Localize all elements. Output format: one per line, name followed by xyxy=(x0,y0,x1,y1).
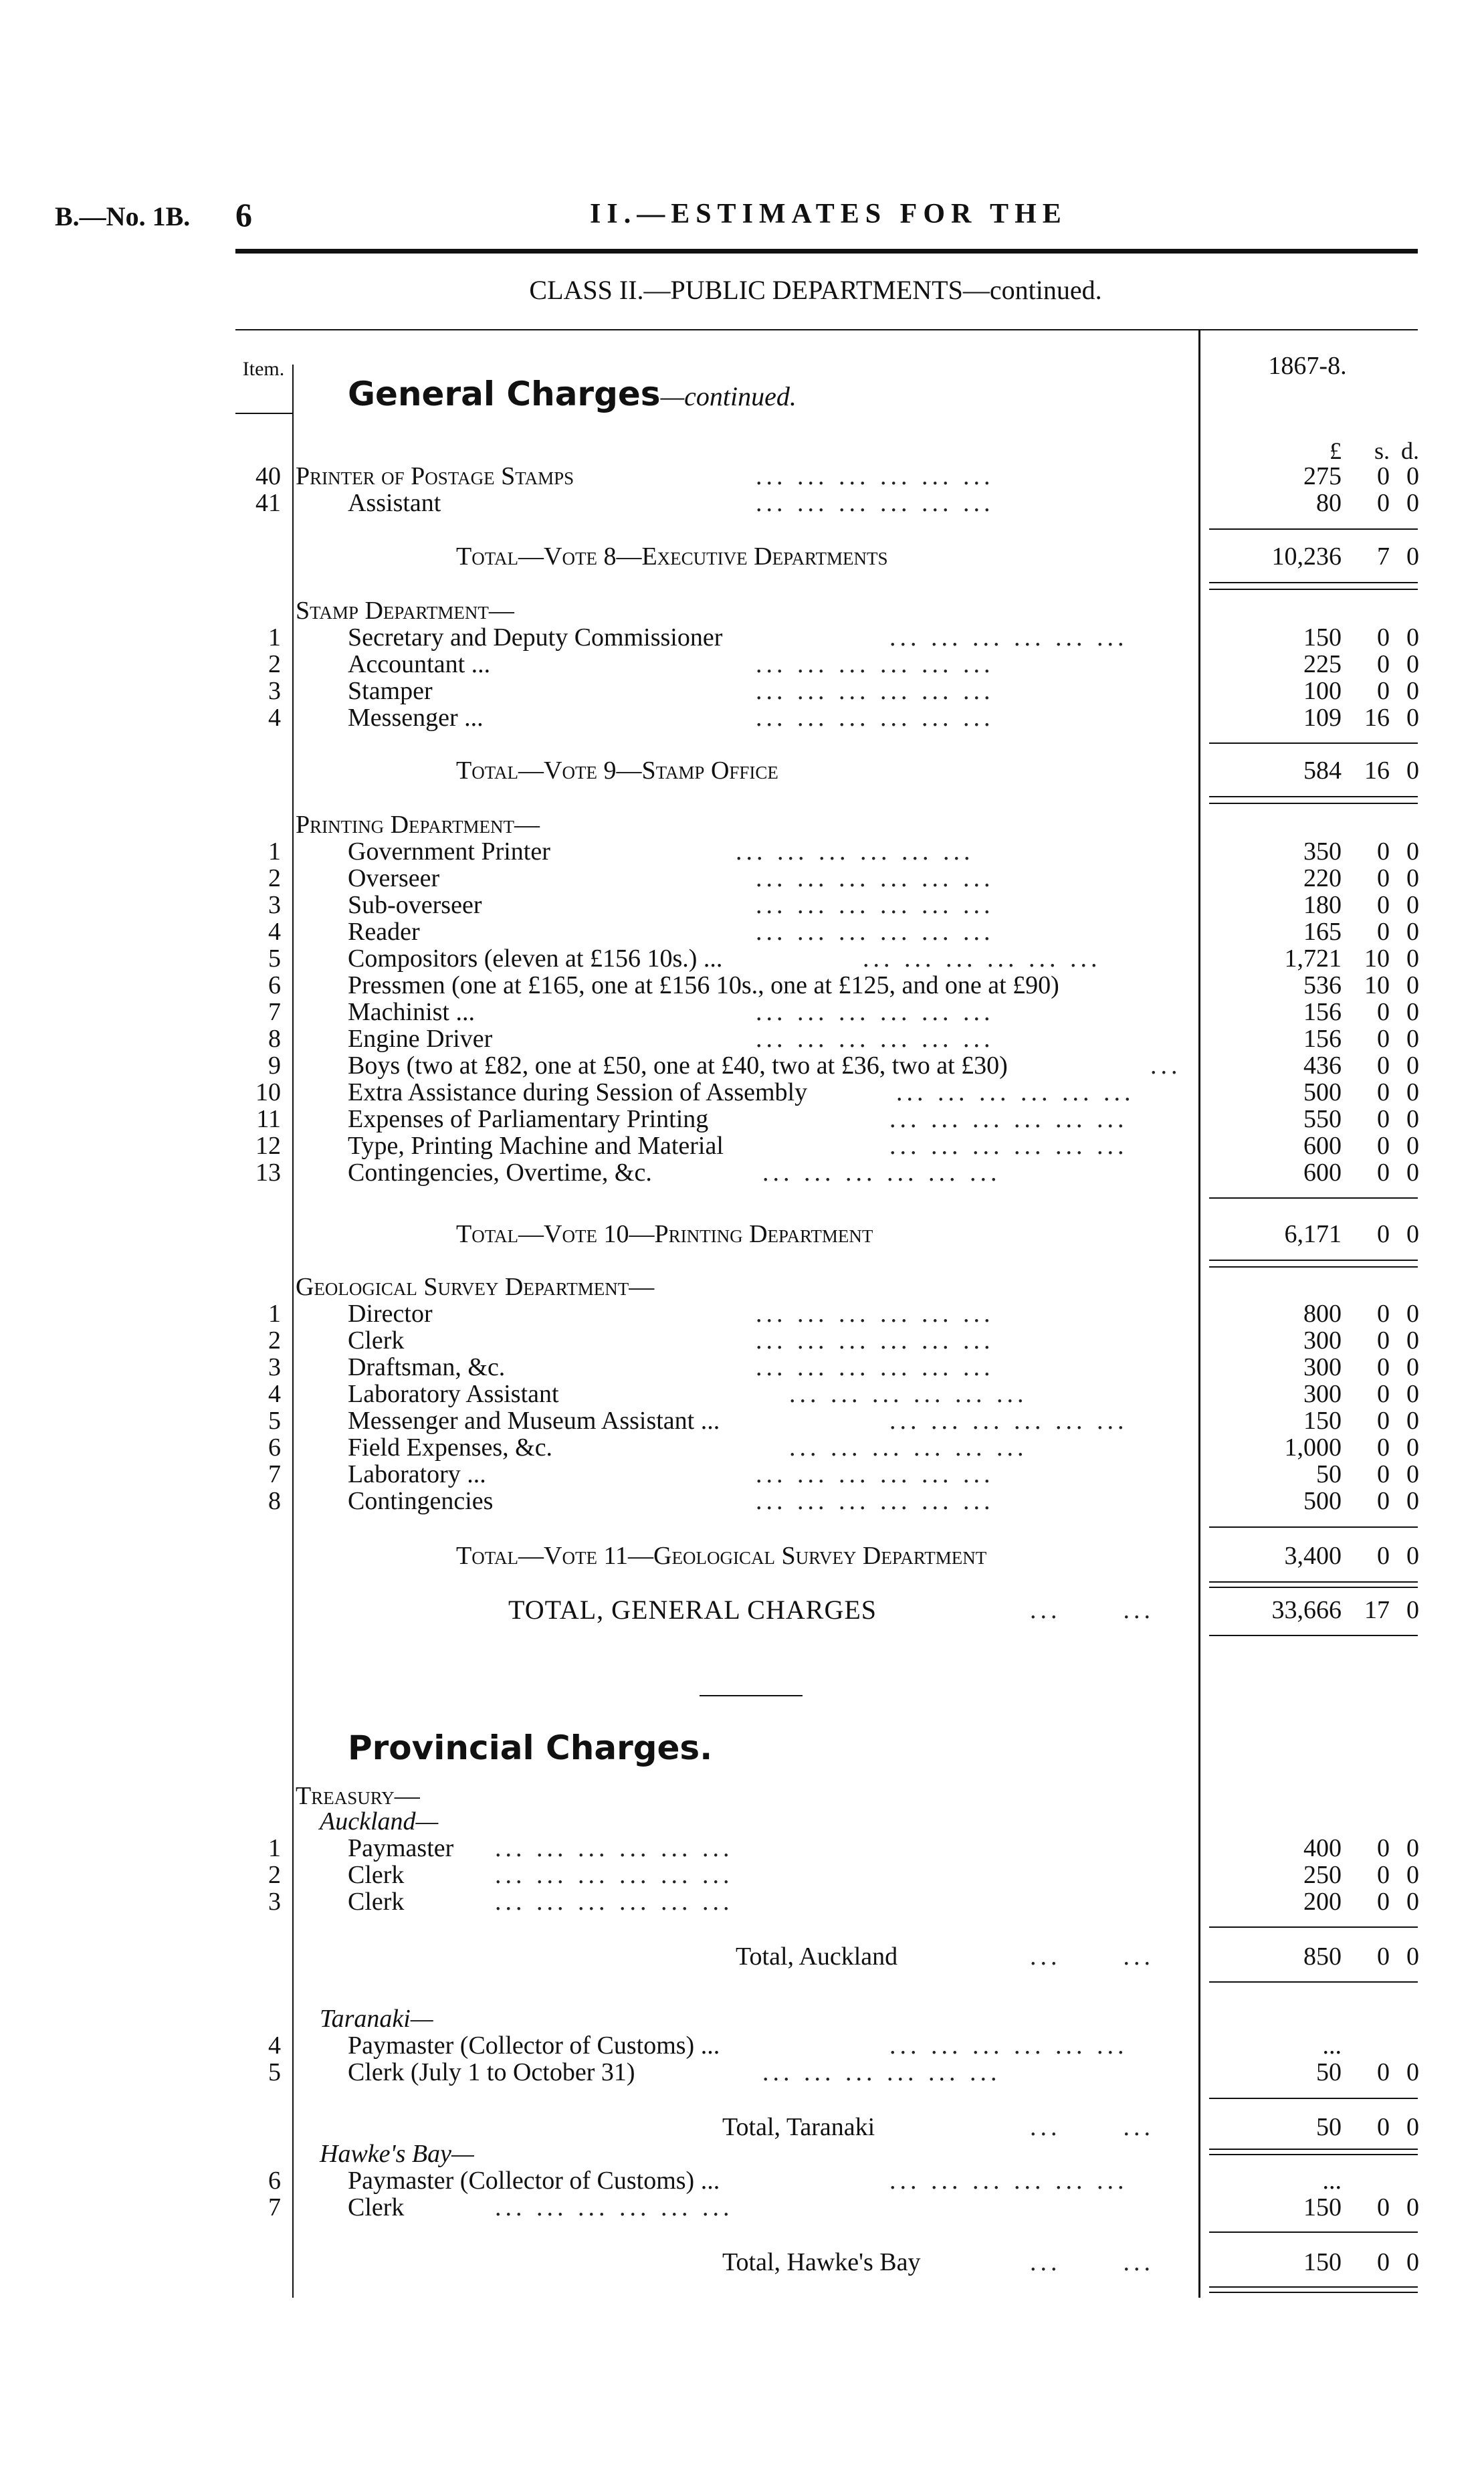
section-heading: Treasury— xyxy=(296,1782,420,1810)
table-row: 3 Stamper ... ... ... ... ... ... 100 0 0 xyxy=(268,677,1419,705)
table-row: 2 Clerk ... ... ... ... ... ... 250 0 0 xyxy=(268,1861,1419,1889)
item-header-rule xyxy=(235,413,293,414)
general-total-row: TOTAL, GENERAL CHARGES ... ... 33,666 17 0 xyxy=(508,1595,1419,1625)
total-rule xyxy=(1209,1260,1418,1261)
provincial-total-row: Total, Taranaki ... ... 50 0 0 xyxy=(722,2113,1419,2141)
table-row: 6 Field Expenses, &c. ... ... ... ... ... ... 1,000 0 0 xyxy=(268,1433,1419,1462)
table-row: 2 Overseer ... ... ... ... ... ... 220 0 0 xyxy=(268,864,1419,892)
units-row: £ s. d. xyxy=(1330,437,1419,464)
table-row: 5 Messenger and Museum Assistant ... ... ... ... ... ... ... 150 0 0 xyxy=(268,1407,1419,1435)
vote-total-row: Total—Vote 11—Geological Survey Department 3,400 0 0 xyxy=(456,1542,1419,1570)
table-row: 1 Secretary and Deputy Commissioner ... ... ... ... ... ... 150 0 0 xyxy=(268,623,1419,652)
total-rule xyxy=(1209,2286,1418,2288)
subtotal-rule xyxy=(1209,1526,1418,1528)
subsection-heading: Hawke's Bay— xyxy=(320,2140,474,2168)
total-rule xyxy=(1209,1581,1418,1583)
subsection-heading: Taranaki— xyxy=(320,2005,433,2033)
total-rule xyxy=(1209,589,1418,590)
table-row: 3 Sub-overseer ... ... ... ... ... ... 180 0 0 xyxy=(268,891,1419,919)
table-row: 9 Boys (two at £82, one at £50, one at £40, two at £36, two at £30) ... 436 0 0 xyxy=(268,1052,1419,1080)
table-row: 5 Compositors (eleven at £156 10s.) ... ... ... ... ... ... ... 1,721 10 0 xyxy=(268,945,1419,973)
total-rule xyxy=(1209,582,1418,583)
table-row: 2 Clerk ... ... ... ... ... ... 300 0 0 xyxy=(268,1326,1419,1355)
vote-total-row: Total—Vote 9—Stamp Office 584 16 0 xyxy=(456,757,1419,785)
table-top-rule xyxy=(235,329,1418,330)
table-row: 6 Paymaster (Collector of Customs) ... ... ... ... ... ... ... ... xyxy=(268,2167,1342,2195)
table-row: 7 Clerk ... ... ... ... ... ... 150 0 0 xyxy=(268,2193,1419,2221)
table-row: 4 Reader ... ... ... ... ... ... 165 0 0 xyxy=(268,918,1419,946)
table-row: 8 Engine Driver ... ... ... ... ... ... 156 0 0 xyxy=(268,1025,1419,1053)
table-row: 11 Expenses of Parliamentary Printing ... ... ... ... ... ... 550 0 0 xyxy=(256,1105,1419,1133)
table-row: 12 Type, Printing Machine and Material ... ... ... ... ... ... 600 0 0 xyxy=(255,1132,1419,1160)
table-row: 10 Extra Assistance during Session of Assembly ... ... ... ... ... ... 500 0 0 xyxy=(255,1078,1419,1106)
subtotal-rule xyxy=(1209,742,1418,744)
table-row: 3 Clerk ... ... ... ... ... ... 200 0 0 xyxy=(268,1888,1419,1916)
total-rule xyxy=(1209,1981,1418,1983)
table-row: 41 Assistant ... ... ... ... ... ... 80 0 0 xyxy=(255,489,1419,517)
table-row: 4 Messenger ... ... ... ... ... ... ... 109 16 0 xyxy=(268,704,1419,732)
table-row: 3 Draftsman, &c. ... ... ... ... ... ... 300 0 0 xyxy=(268,1353,1419,1381)
total-rule xyxy=(1209,803,1418,804)
subtotal-rule xyxy=(1209,1926,1418,1928)
table-row: 7 Laboratory ... ... ... ... ... ... ... 50 0 0 xyxy=(268,1460,1419,1488)
class-subtitle: CLASS II.—PUBLIC DEPARTMENTS—continued. xyxy=(529,275,1102,305)
item-column-header: Item. xyxy=(242,358,285,380)
total-rule xyxy=(1209,1266,1418,1268)
table-row: 4 Paymaster (Collector of Customs) ... ... ... ... ... ... ... ... xyxy=(268,2031,1342,2060)
total-rule xyxy=(1209,2292,1418,2293)
running-title: II.—ESTIMATES FOR THE xyxy=(590,199,1067,229)
general-charges-title: General Charges—continued. xyxy=(348,375,797,413)
provincial-total-row: Total, Auckland ... ... 850 0 0 xyxy=(736,1943,1419,1971)
subtotal-rule xyxy=(1209,528,1418,530)
total-rule xyxy=(1209,1635,1418,1636)
subtotal-rule xyxy=(1209,2231,1418,2233)
section-separator xyxy=(700,1695,803,1696)
year-column-header: 1867-8. xyxy=(1268,352,1347,380)
table-row: 1 Government Printer ... ... ... ... ... ... 350 0 0 xyxy=(268,837,1419,866)
table-row: 7 Machinist ... ... ... ... ... ... ... 156 0 0 xyxy=(268,998,1419,1026)
section-heading: Printing Department— xyxy=(296,811,540,839)
table-row: 8 Contingencies ... ... ... ... ... ... 500 0 0 xyxy=(268,1487,1419,1515)
page-number: 6 xyxy=(235,196,252,233)
section-heading: Stamp Department— xyxy=(296,597,514,625)
table-row: 2 Accountant ... ... ... ... ... ... ... 225 0 0 xyxy=(268,650,1419,678)
document-reference: B.—No. 1B. xyxy=(55,201,191,231)
header-rule xyxy=(235,249,1418,254)
table-row: 13 Contingencies, Overtime, &c. ... ... ... ... ... ... 600 0 0 xyxy=(255,1159,1419,1187)
subtotal-rule xyxy=(1209,2098,1418,2099)
table-row: 1 Paymaster ... ... ... ... ... ... 400 0 0 xyxy=(268,1834,1419,1862)
table-row: 40 Printer of Postage Stamps ... ... ... ... ... ... 275 0 0 xyxy=(255,462,1419,490)
provincial-charges-title: Provincial Charges. xyxy=(348,1728,713,1767)
table-row: 1 Director ... ... ... ... ... ... 800 0 0 xyxy=(268,1300,1419,1328)
subtotal-rule xyxy=(1209,1197,1418,1199)
table-row: 4 Laboratory Assistant ... ... ... ... ... ... 300 0 0 xyxy=(268,1380,1419,1408)
total-rule xyxy=(1209,1587,1418,1588)
table-row: 6 Pressmen (one at £165, one at £156 10s., one at £125, and one at £90) 536 10 0 xyxy=(268,971,1419,999)
section-heading: Geological Survey Department— xyxy=(296,1273,655,1301)
table-row: 5 Clerk (July 1 to October 31) ... ... ... ... ... ... 50 0 0 xyxy=(268,2058,1419,2086)
total-rule xyxy=(1209,796,1418,797)
vote-total-row: Total—Vote 10—Printing Department 6,171 0 0 xyxy=(456,1220,1419,1248)
provincial-total-row: Total, Hawke's Bay ... ... 150 0 0 xyxy=(722,2248,1419,2276)
vote-total-row: Total—Vote 8—Executive Departments 10,236 7 0 xyxy=(456,542,1419,571)
subsection-heading: Auckland— xyxy=(320,1807,439,1835)
